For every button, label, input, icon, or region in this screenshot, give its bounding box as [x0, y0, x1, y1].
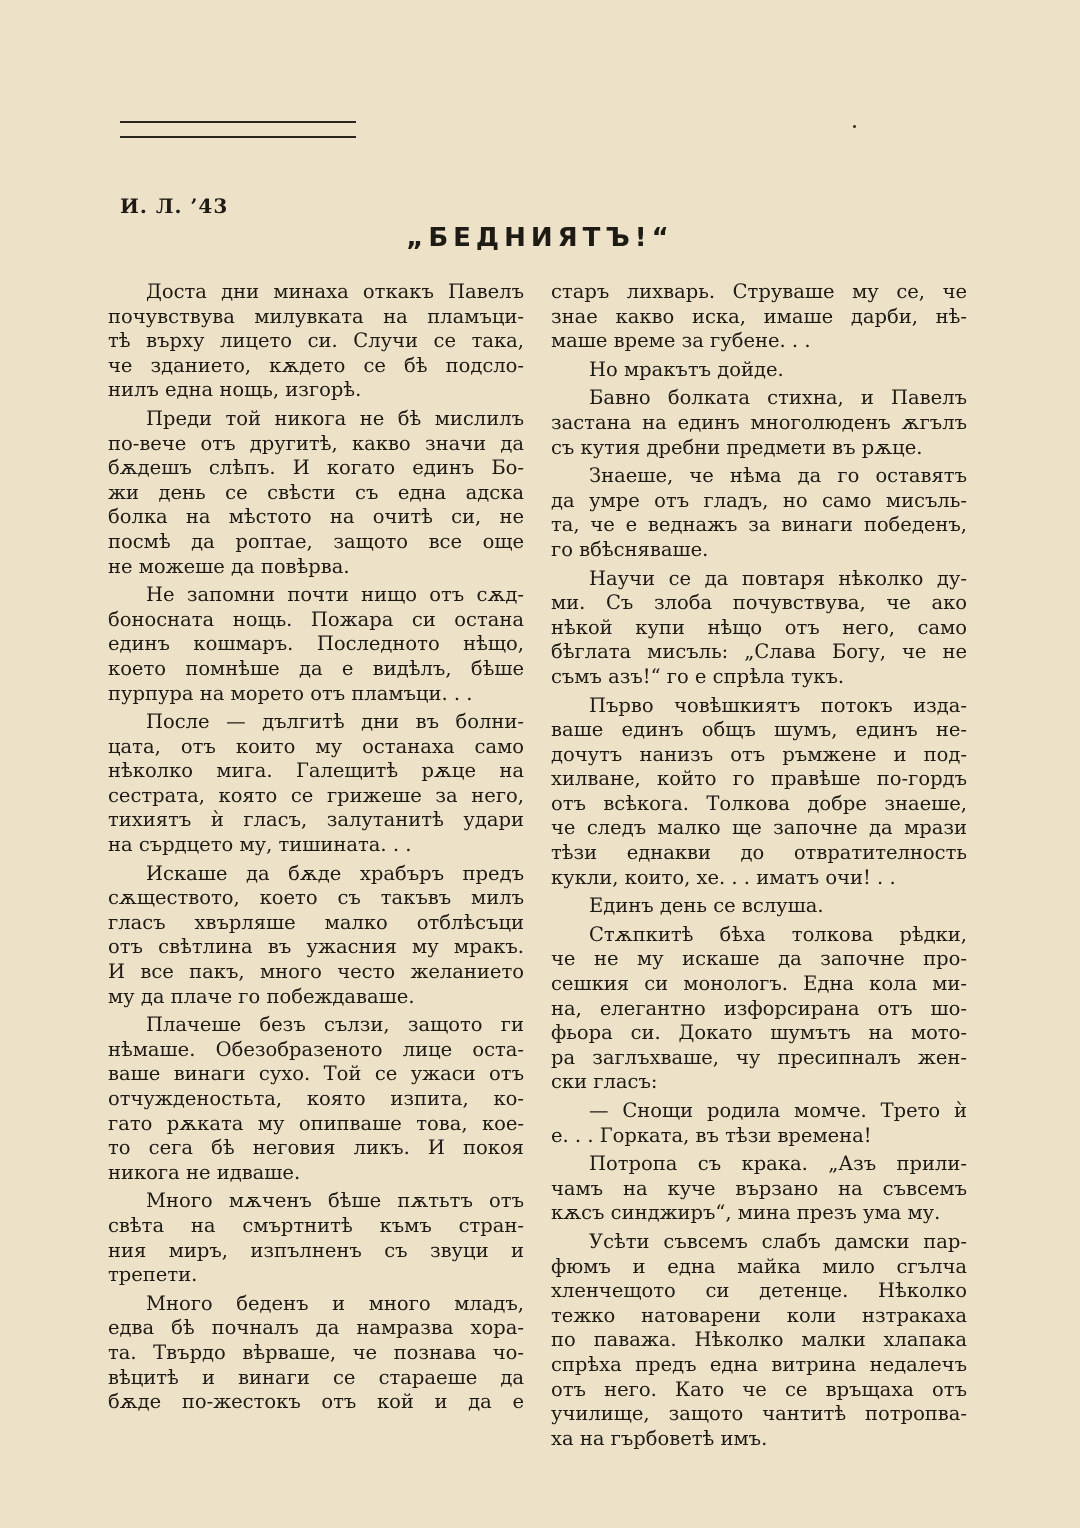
paragraph — [108, 583, 524, 706]
text-line: Много мѫченъ бѣше пѫтьтъ отъ — [146, 1189, 524, 1213]
text-line: посмѣ да роптае, защото все още — [108, 529, 524, 553]
text-line: тѣ върху лицето си. Случи се така, — [108, 329, 524, 353]
text-line: После — дългитѣ дни въ болни- — [146, 710, 524, 734]
text-line: маше време за губене. . . — [551, 329, 811, 353]
text-line: ния миръ, изпълненъ съ звуци и — [108, 1238, 524, 1262]
text-line: бѫдешъ слѣпъ. И когато единъ Бо- — [108, 456, 524, 480]
text-line: Доста дни минаха откакъ Павелъ — [146, 280, 524, 303]
text-line: Преди той никога не бѣ мислилъ — [146, 406, 524, 430]
header-rule-bottom — [120, 136, 356, 138]
paragraph — [551, 923, 967, 1095]
paragraph — [108, 710, 524, 858]
text-line: сешкия си монологъ. Една кола ми- — [551, 972, 967, 996]
text-line: Първо човѣшкиятъ потокъ изда- — [589, 693, 967, 717]
text-line: гласъ хвърляше малко отблѣсъци — [108, 910, 524, 934]
paragraph — [551, 894, 967, 919]
paragraph — [551, 280, 967, 354]
article-title: „БЕДНИЯТЪ!“ — [406, 223, 674, 253]
text-line: тихиятъ ѝ гласъ, залутанитѣ удари — [108, 808, 524, 832]
text-line: знае какво иска, имаше дарби, нѣ- — [551, 304, 967, 328]
text-line: отъ свѣтлина въ ужасния му мракъ. — [108, 935, 524, 959]
text-line: отъ всѣкога. Толкова добре знаеше, — [551, 791, 967, 815]
paragraph — [108, 407, 524, 579]
text-line: сѫществото, което съ такъвъ милъ — [108, 886, 524, 910]
text-line: на, елегантно изфорсирана отъ шо- — [551, 996, 967, 1020]
text-line: тѣзи еднакви до отвратителность — [551, 841, 967, 865]
text-line: отъ него. Като че се връщаха отъ — [551, 1377, 967, 1401]
paragraph — [108, 1189, 524, 1287]
text-line: едва бѣ почналъ да намразва хора- — [108, 1316, 524, 1340]
text-line: пурпура на морето отъ пламъци. . . — [108, 681, 473, 705]
text-line: сестрата, която се грижеше за него, — [108, 783, 524, 807]
paragraph — [551, 386, 967, 460]
text-line: гато рѫката му опипваше това, кое- — [108, 1111, 524, 1135]
text-line: вѣцитѣ и винаги се стараеше да — [108, 1365, 524, 1389]
text-line: е. . . Горката, въ тѣзи времена! — [551, 1123, 872, 1147]
paragraph — [551, 1152, 967, 1226]
text-line: му да плаче го побеждаваше. — [108, 984, 415, 1008]
text-line: болка на мѣстото на очитѣ си, не — [108, 505, 524, 529]
text-line: тежко натоварени коли нзтракаха — [551, 1303, 967, 1327]
text-line: дочутъ нанизъ отъ ръмжене и под- — [551, 742, 967, 766]
text-line: Усѣти съвсемъ слабъ дамски пар- — [589, 1229, 967, 1253]
text-line: Много беденъ и много младъ, — [146, 1291, 524, 1315]
text-line: та, че е веднажъ за винаги победенъ, — [551, 513, 967, 537]
text-line: бѣглата мисъль: „Слава Богу, че не — [551, 640, 967, 664]
paragraph — [108, 862, 524, 1010]
paragraph — [108, 1013, 524, 1185]
text-line: не можеше да повѣрва. — [108, 554, 350, 578]
text-line: хилване, който го правѣше по-гордъ — [551, 767, 967, 791]
text-line: че следъ малко ще започне да мрази — [551, 816, 967, 840]
text-line: нилъ една нощь, изгорѣ. — [108, 378, 362, 402]
text-line: да умре отъ гладъ, но само мисъль- — [551, 488, 967, 512]
text-line: свѣта на смъртнитѣ къмъ стран- — [108, 1213, 524, 1237]
text-line: бѫде по-жестокъ отъ кой и да е — [108, 1390, 524, 1414]
paragraph — [551, 1230, 967, 1451]
text-line: Плачеше безъ сълзи, защото ги — [146, 1013, 524, 1037]
header-rule-top — [120, 121, 356, 123]
paragraph — [108, 280, 524, 403]
text-line: ра заглъхваше, чу пресипналъ жен- — [551, 1045, 967, 1069]
text-line: фюмъ и една майка мило сгълча — [551, 1254, 967, 1278]
text-line: съ кутия дребни предмети въ рѫце. — [551, 435, 923, 459]
text-line: та. Твърдо вѣрваше, че познава чо- — [108, 1340, 524, 1364]
text-line: — Снощи родила момче. Трето ѝ — [589, 1099, 967, 1122]
text-line: по паважа. Нѣколко малки хлапака — [551, 1328, 967, 1352]
text-line: старъ лихварь. Струваше му се, че — [551, 280, 967, 303]
text-line: спрѣха предъ една витрина недалечъ — [551, 1352, 967, 1376]
paragraph — [551, 1099, 967, 1148]
text-line: фьора си. Докато шумътъ на мото- — [551, 1021, 967, 1045]
left-column — [108, 280, 524, 1419]
text-line: кѫсъ синджиръ“, мина презъ ума му. — [551, 1201, 941, 1225]
text-line: че зданието, кѫдето се бѣ подсло- — [108, 353, 524, 377]
text-line: което помнѣше да е видѣлъ, бѣше — [108, 656, 524, 680]
text-line: по-вече отъ другитѣ, какво значи да — [108, 431, 524, 455]
text-line: ха на гърбоветѣ имъ. — [551, 1426, 768, 1450]
paragraph — [551, 464, 967, 562]
text-line: хленчещото си детенце. Нѣколко — [551, 1279, 967, 1303]
paragraph — [551, 358, 967, 383]
text-line: го вбѣсняваше. — [551, 537, 709, 561]
text-line: кукли, които, хе. . . иматъ очи! . . — [551, 865, 896, 889]
ink-speck — [853, 125, 856, 128]
text-line: ми. Съ злоба почувствува, че ако — [551, 591, 967, 615]
text-line: ваше винаги сухо. Той се ужаси отъ — [108, 1062, 524, 1086]
text-line: Искаше да бѫде храбъръ предъ — [146, 861, 524, 885]
text-line: на сърдцето му, тишината. . . — [108, 833, 412, 857]
text-line: единъ кошмаръ. Последното нѣщо, — [108, 632, 524, 656]
paragraph — [108, 1292, 524, 1415]
text-line: ваше единъ общъ шумъ, единъ не- — [551, 718, 967, 742]
text-line: Не запомни почти нищо отъ сѫд- — [146, 583, 524, 607]
author-signature: И. Л. ’43 — [120, 194, 229, 218]
text-line: нѣколко мига. Галещитѣ рѫце на — [108, 759, 524, 783]
text-line: нѣмаше. Обезобразеното лице оста- — [108, 1037, 524, 1061]
text-line: то сега бѣ неговия ликъ. И покоя — [108, 1136, 524, 1160]
text-line: И все пакъ, много често желанието — [108, 960, 524, 984]
text-line: нѣкой купи нѣщо отъ него, само — [551, 615, 967, 639]
paragraph — [551, 567, 967, 690]
text-line: застана на единъ многолюденъ ѫгълъ — [551, 410, 967, 434]
text-line: жи день се свѣсти съ една адска — [108, 480, 524, 504]
text-line: Научи се да повтаря нѣколко ду- — [589, 566, 967, 590]
text-line: Знаеше, че нѣма да го оставятъ — [589, 464, 967, 488]
text-line: Бавно болката стихна, и Павелъ — [589, 386, 967, 410]
text-line: цата, отъ които му останаха само — [108, 734, 524, 758]
text-line: ски гласъ: — [551, 1070, 658, 1094]
text-line: почувствува милувката на пламъци- — [108, 304, 524, 328]
text-line: училище, защото чантитѣ потропва- — [551, 1402, 967, 1426]
text-line: отчужденостьта, която изпита, ко- — [108, 1087, 524, 1110]
text-line: чамъ на куче вързано на съвсемъ — [551, 1176, 967, 1200]
text-line: съмъ азъ!“ го е спрѣла тукъ. — [551, 664, 845, 688]
text-line: боносната нощь. Пожара си остана — [108, 607, 524, 631]
text-line: никога не идваше. — [108, 1160, 301, 1184]
text-line: че не му искаше да започне про- — [551, 947, 967, 971]
right-column — [551, 280, 967, 1455]
text-line: Но мракътъ дойде. — [589, 357, 784, 381]
text-line: Единъ день се вслуша. — [589, 894, 824, 918]
text-line: Стѫпкитѣ бѣха толкова рѣдки, — [589, 922, 967, 946]
paragraph — [551, 694, 967, 891]
text-line: Потропа съ крака. „Азъ прили- — [589, 1152, 967, 1176]
text-line: трепети. — [108, 1263, 198, 1287]
